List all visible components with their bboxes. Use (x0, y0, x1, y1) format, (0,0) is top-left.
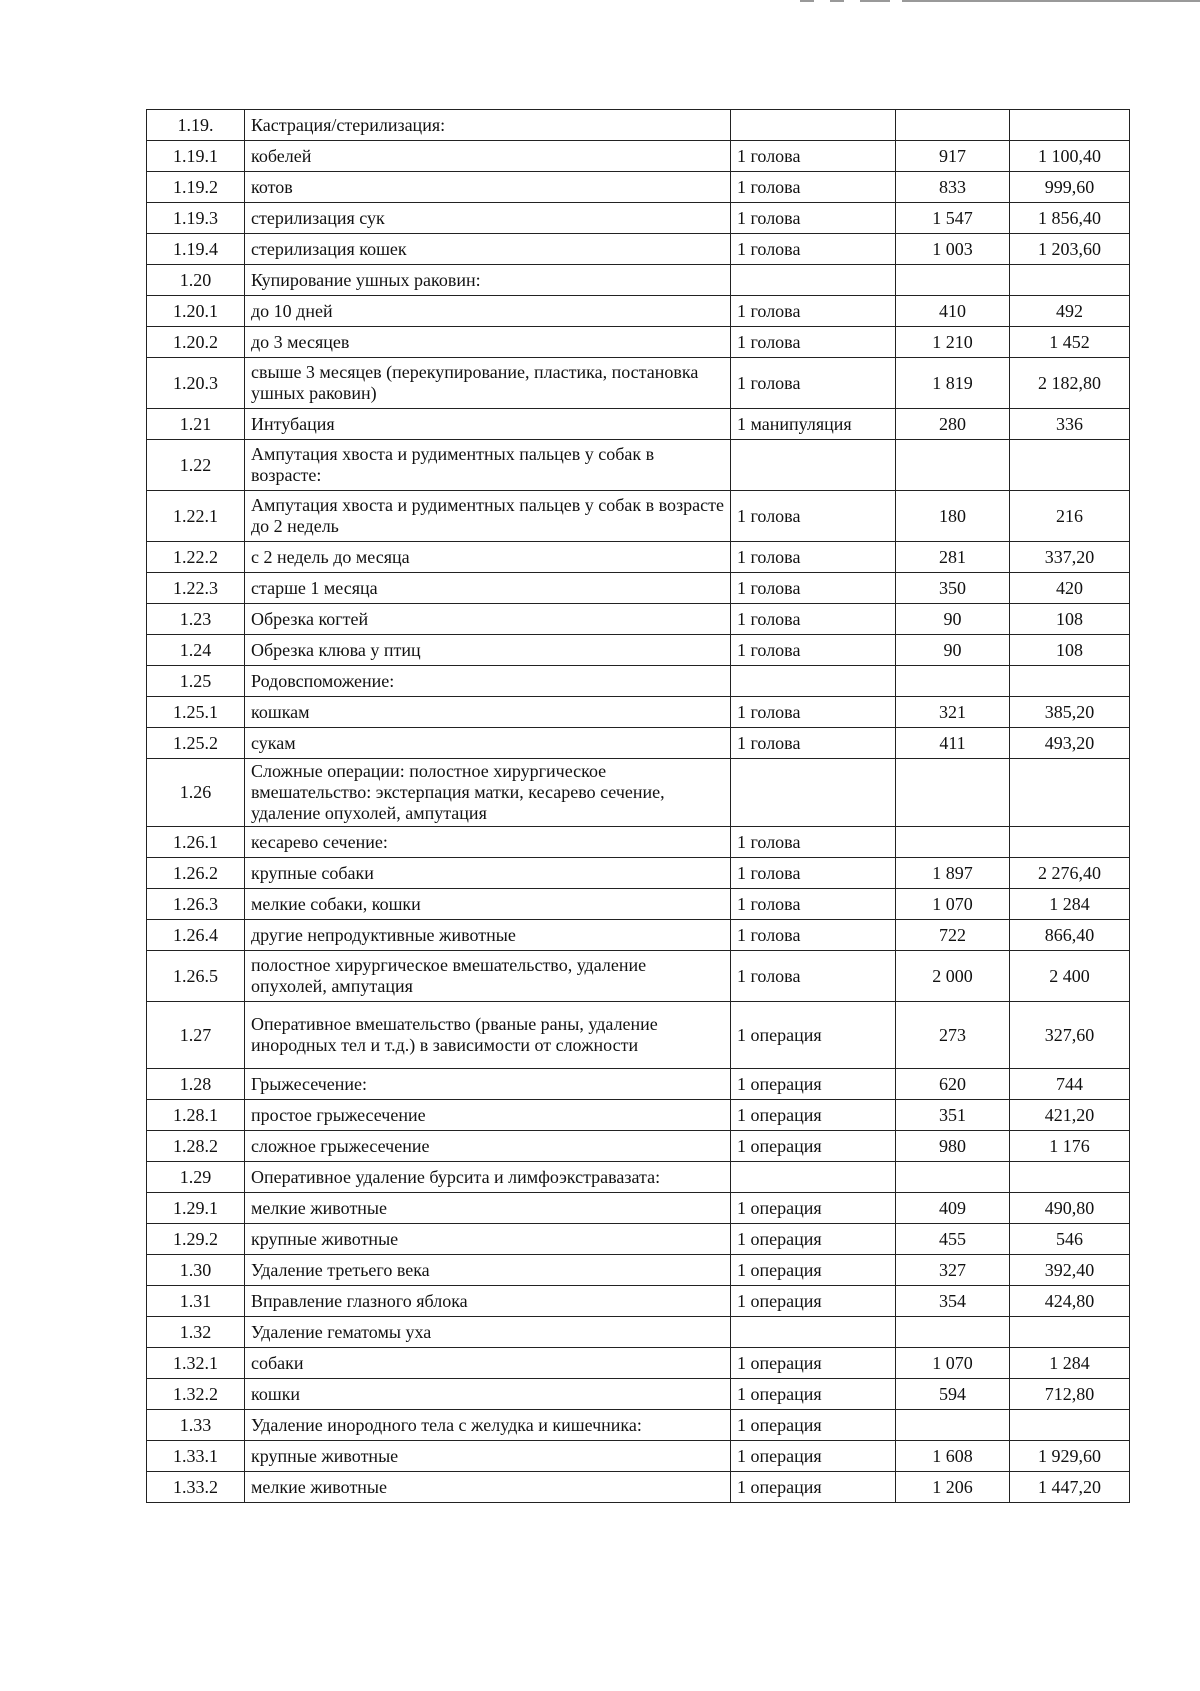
price-base (896, 440, 1010, 491)
price-base: 1 547 (896, 203, 1010, 234)
table-row (147, 858, 1130, 889)
item-number: 1.20 (147, 265, 245, 296)
item-number: 1.20.2 (147, 327, 245, 358)
table-row (147, 1100, 1130, 1131)
unit-of-measure: 1 операция (731, 1100, 896, 1131)
price-with-vat: 2 276,40 (1010, 858, 1130, 889)
price-base: 620 (896, 1069, 1010, 1100)
table-row (147, 728, 1130, 759)
price-with-vat: 424,80 (1010, 1286, 1130, 1317)
unit-of-measure: 1 операция (731, 1441, 896, 1472)
unit-of-measure: 1 голова (731, 542, 896, 573)
unit-of-measure: 1 операция (731, 1379, 896, 1410)
table-row (147, 1317, 1130, 1348)
price-with-vat: 1 284 (1010, 889, 1130, 920)
item-number: 1.23 (147, 604, 245, 635)
service-description: до 3 месяцев (245, 327, 731, 358)
unit-of-measure (731, 265, 896, 296)
price-base: 281 (896, 542, 1010, 573)
price-base: 833 (896, 172, 1010, 203)
unit-of-measure (731, 110, 896, 141)
unit-of-measure: 1 операция (731, 1286, 896, 1317)
item-number: 1.19. (147, 110, 245, 141)
item-number: 1.19.2 (147, 172, 245, 203)
scan-top-marks (780, 0, 1200, 4)
item-number: 1.21 (147, 409, 245, 440)
price-with-vat (1010, 1162, 1130, 1193)
unit-of-measure: 1 голова (731, 920, 896, 951)
unit-of-measure: 1 голова (731, 951, 896, 1002)
service-description: крупные животные (245, 1441, 731, 1472)
item-number: 1.32.2 (147, 1379, 245, 1410)
price-with-vat: 216 (1010, 491, 1130, 542)
table-row (147, 440, 1130, 491)
price-with-vat: 2 182,80 (1010, 358, 1130, 409)
price-base (896, 759, 1010, 827)
price-with-vat: 337,20 (1010, 542, 1130, 573)
price-base: 1 608 (896, 1441, 1010, 1472)
price-with-vat: 421,20 (1010, 1100, 1130, 1131)
service-description: Кастрация/стерилизация: (245, 110, 731, 141)
unit-of-measure (731, 1317, 896, 1348)
item-number: 1.25.1 (147, 697, 245, 728)
item-number: 1.25 (147, 666, 245, 697)
table-row (147, 573, 1130, 604)
unit-of-measure: 1 операция (731, 1069, 896, 1100)
table-row (147, 1162, 1130, 1193)
item-number: 1.26.1 (147, 827, 245, 858)
service-description: мелкие собаки, кошки (245, 889, 731, 920)
unit-of-measure: 1 операция (731, 1348, 896, 1379)
item-number: 1.30 (147, 1255, 245, 1286)
price-with-vat: 712,80 (1010, 1379, 1130, 1410)
unit-of-measure: 1 операция (731, 1255, 896, 1286)
item-number: 1.33 (147, 1410, 245, 1441)
service-description: Оперативное вмешательство (рваные раны, удаление инородных тел и т.д.) в зависимости от сложности (245, 1002, 731, 1069)
unit-of-measure: 1 операция (731, 1131, 896, 1162)
service-description: Интубация (245, 409, 731, 440)
price-base (896, 110, 1010, 141)
service-description: свыше 3 месяцев (перекупирование, пластика, постановка ушных раковин) (245, 358, 731, 409)
price-base: 321 (896, 697, 1010, 728)
item-number: 1.33.1 (147, 1441, 245, 1472)
item-number: 1.32 (147, 1317, 245, 1348)
price-with-vat: 385,20 (1010, 697, 1130, 728)
price-base: 327 (896, 1255, 1010, 1286)
price-base: 722 (896, 920, 1010, 951)
price-base: 90 (896, 604, 1010, 635)
service-description: сложное грыжесечение (245, 1131, 731, 1162)
unit-of-measure: 1 голова (731, 858, 896, 889)
item-number: 1.22.2 (147, 542, 245, 573)
service-description: Удаление третьего века (245, 1255, 731, 1286)
table-row (147, 203, 1130, 234)
unit-of-measure: 1 манипуляция (731, 409, 896, 440)
table-row (147, 697, 1130, 728)
price-with-vat: 1 856,40 (1010, 203, 1130, 234)
item-number: 1.25.2 (147, 728, 245, 759)
price-base: 280 (896, 409, 1010, 440)
unit-of-measure: 1 голова (731, 234, 896, 265)
price-base: 273 (896, 1002, 1010, 1069)
item-number: 1.19.4 (147, 234, 245, 265)
price-base (896, 1410, 1010, 1441)
service-description: Удаление гематомы уха (245, 1317, 731, 1348)
item-number: 1.19.3 (147, 203, 245, 234)
service-description: кошкам (245, 697, 731, 728)
price-base: 980 (896, 1131, 1010, 1162)
table-row (147, 409, 1130, 440)
price-with-vat: 2 400 (1010, 951, 1130, 1002)
service-description: Вправление глазного яблока (245, 1286, 731, 1317)
unit-of-measure: 1 голова (731, 203, 896, 234)
table-row (147, 358, 1130, 409)
unit-of-measure: 1 голова (731, 889, 896, 920)
item-number: 1.20.3 (147, 358, 245, 409)
item-number: 1.26.2 (147, 858, 245, 889)
price-with-vat: 1 929,60 (1010, 1441, 1130, 1472)
price-with-vat: 493,20 (1010, 728, 1130, 759)
table-row (147, 1002, 1130, 1069)
price-base: 1 819 (896, 358, 1010, 409)
service-description: Обрезка клюва у птиц (245, 635, 731, 666)
unit-of-measure: 1 голова (731, 327, 896, 358)
service-description: простое грыжесечение (245, 1100, 731, 1131)
price-base: 1 070 (896, 1348, 1010, 1379)
price-base: 594 (896, 1379, 1010, 1410)
unit-of-measure: 1 операция (731, 1224, 896, 1255)
unit-of-measure (731, 759, 896, 827)
price-base (896, 666, 1010, 697)
price-base: 1 070 (896, 889, 1010, 920)
price-base: 410 (896, 296, 1010, 327)
price-table (146, 109, 1130, 1503)
price-base: 917 (896, 141, 1010, 172)
price-with-vat: 336 (1010, 409, 1130, 440)
price-base: 351 (896, 1100, 1010, 1131)
table-row (147, 491, 1130, 542)
unit-of-measure: 1 голова (731, 604, 896, 635)
service-description: Грыжесечение: (245, 1069, 731, 1100)
price-with-vat (1010, 1317, 1130, 1348)
table-row (147, 296, 1130, 327)
item-number: 1.19.1 (147, 141, 245, 172)
unit-of-measure (731, 440, 896, 491)
price-base: 2 000 (896, 951, 1010, 1002)
service-description: крупные животные (245, 1224, 731, 1255)
price-with-vat: 1 447,20 (1010, 1472, 1130, 1503)
unit-of-measure (731, 1162, 896, 1193)
item-number: 1.28 (147, 1069, 245, 1100)
price-base: 411 (896, 728, 1010, 759)
unit-of-measure: 1 голова (731, 728, 896, 759)
item-number: 1.20.1 (147, 296, 245, 327)
service-description: Ампутация хвоста и рудиментных пальцев у собак в возрасте: (245, 440, 731, 491)
price-with-vat: 327,60 (1010, 1002, 1130, 1069)
table-row (147, 1410, 1130, 1441)
table-row (147, 1441, 1130, 1472)
price-with-vat: 392,40 (1010, 1255, 1130, 1286)
unit-of-measure: 1 голова (731, 141, 896, 172)
price-with-vat (1010, 759, 1130, 827)
price-base: 1 206 (896, 1472, 1010, 1503)
price-with-vat: 866,40 (1010, 920, 1130, 951)
service-description: мелкие животные (245, 1472, 731, 1503)
price-with-vat: 1 100,40 (1010, 141, 1130, 172)
price-with-vat: 1 203,60 (1010, 234, 1130, 265)
unit-of-measure: 1 голова (731, 635, 896, 666)
item-number: 1.31 (147, 1286, 245, 1317)
table-row (147, 1069, 1130, 1100)
service-description: Купирование ушных раковин: (245, 265, 731, 296)
price-with-vat (1010, 827, 1130, 858)
table-row (147, 604, 1130, 635)
price-with-vat: 1 284 (1010, 1348, 1130, 1379)
service-description: кобелей (245, 141, 731, 172)
unit-of-measure (731, 666, 896, 697)
unit-of-measure: 1 голова (731, 573, 896, 604)
price-base: 1 003 (896, 234, 1010, 265)
table-row (147, 172, 1130, 203)
item-number: 1.26 (147, 759, 245, 827)
price-base (896, 1162, 1010, 1193)
item-number: 1.28.2 (147, 1131, 245, 1162)
price-with-vat (1010, 1410, 1130, 1441)
unit-of-measure: 1 голова (731, 296, 896, 327)
service-description: котов (245, 172, 731, 203)
unit-of-measure: 1 голова (731, 697, 896, 728)
item-number: 1.29.2 (147, 1224, 245, 1255)
table-row (147, 110, 1130, 141)
price-base (896, 827, 1010, 858)
price-with-vat (1010, 110, 1130, 141)
table-row (147, 1255, 1130, 1286)
item-number: 1.22.3 (147, 573, 245, 604)
price-base (896, 1317, 1010, 1348)
price-with-vat: 546 (1010, 1224, 1130, 1255)
unit-of-measure: 1 голова (731, 358, 896, 409)
item-number: 1.28.1 (147, 1100, 245, 1131)
unit-of-measure: 1 операция (731, 1472, 896, 1503)
service-description: кошки (245, 1379, 731, 1410)
service-description: Оперативное удаление бурсита и лимфоэкстравазата: (245, 1162, 731, 1193)
price-base: 180 (896, 491, 1010, 542)
unit-of-measure: 1 голова (731, 827, 896, 858)
price-with-vat: 420 (1010, 573, 1130, 604)
table-row (147, 542, 1130, 573)
unit-of-measure: 1 операция (731, 1410, 896, 1441)
item-number: 1.26.4 (147, 920, 245, 951)
table-row (147, 827, 1130, 858)
service-description: мелкие животные (245, 1193, 731, 1224)
price-base: 1 210 (896, 327, 1010, 358)
table-row (147, 1348, 1130, 1379)
item-number: 1.29.1 (147, 1193, 245, 1224)
item-number: 1.33.2 (147, 1472, 245, 1503)
service-description: Обрезка когтей (245, 604, 731, 635)
service-description: стерилизация кошек (245, 234, 731, 265)
table-row (147, 889, 1130, 920)
service-description: полостное хирургическое вмешательство, удаление опухолей, ампутация (245, 951, 731, 1002)
price-with-vat (1010, 265, 1130, 296)
table-row (147, 759, 1130, 827)
price-base: 90 (896, 635, 1010, 666)
table-row (147, 265, 1130, 296)
table-row (147, 666, 1130, 697)
unit-of-measure: 1 операция (731, 1193, 896, 1224)
table-row (147, 635, 1130, 666)
service-description: Родовспоможение: (245, 666, 731, 697)
unit-of-measure: 1 голова (731, 491, 896, 542)
item-number: 1.22 (147, 440, 245, 491)
service-description: Удаление инородного тела с желудка и кишечника: (245, 1410, 731, 1441)
table-row (147, 920, 1130, 951)
table-row (147, 1224, 1130, 1255)
service-description: другие непродуктивные животные (245, 920, 731, 951)
price-base: 409 (896, 1193, 1010, 1224)
price-with-vat: 1 176 (1010, 1131, 1130, 1162)
item-number: 1.26.5 (147, 951, 245, 1002)
service-description: Ампутация хвоста и рудиментных пальцев у собак в возрасте до 2 недель (245, 491, 731, 542)
service-description: старше 1 месяца (245, 573, 731, 604)
table-row (147, 1193, 1130, 1224)
item-number: 1.29 (147, 1162, 245, 1193)
service-description: стерилизация сук (245, 203, 731, 234)
service-description: собаки (245, 1348, 731, 1379)
table-row (147, 234, 1130, 265)
price-with-vat (1010, 666, 1130, 697)
price-table-body (147, 110, 1130, 1503)
table-row (147, 1379, 1130, 1410)
table-row (147, 951, 1130, 1002)
service-description: крупные собаки (245, 858, 731, 889)
table-row (147, 1472, 1130, 1503)
price-with-vat: 490,80 (1010, 1193, 1130, 1224)
service-description: Сложные операции: полостное хирургическое вмешательство: экстерпация матки, кесарево сечение, удаление опухолей, ампутация (245, 759, 731, 827)
price-base: 1 897 (896, 858, 1010, 889)
price-with-vat: 1 452 (1010, 327, 1130, 358)
table-row (147, 141, 1130, 172)
service-description: до 10 дней (245, 296, 731, 327)
unit-of-measure: 1 голова (731, 172, 896, 203)
price-base (896, 265, 1010, 296)
service-description: кесарево сечение: (245, 827, 731, 858)
unit-of-measure: 1 операция (731, 1002, 896, 1069)
item-number: 1.26.3 (147, 889, 245, 920)
price-with-vat: 108 (1010, 635, 1130, 666)
item-number: 1.32.1 (147, 1348, 245, 1379)
table-row (147, 1286, 1130, 1317)
table-row (147, 1131, 1130, 1162)
service-description: сукам (245, 728, 731, 759)
price-with-vat: 744 (1010, 1069, 1130, 1100)
price-with-vat: 492 (1010, 296, 1130, 327)
price-base: 354 (896, 1286, 1010, 1317)
price-with-vat (1010, 440, 1130, 491)
price-base: 455 (896, 1224, 1010, 1255)
table-row (147, 327, 1130, 358)
service-description: с 2 недель до месяца (245, 542, 731, 573)
price-with-vat: 108 (1010, 604, 1130, 635)
price-with-vat: 999,60 (1010, 172, 1130, 203)
item-number: 1.22.1 (147, 491, 245, 542)
price-base: 350 (896, 573, 1010, 604)
item-number: 1.27 (147, 1002, 245, 1069)
item-number: 1.24 (147, 635, 245, 666)
